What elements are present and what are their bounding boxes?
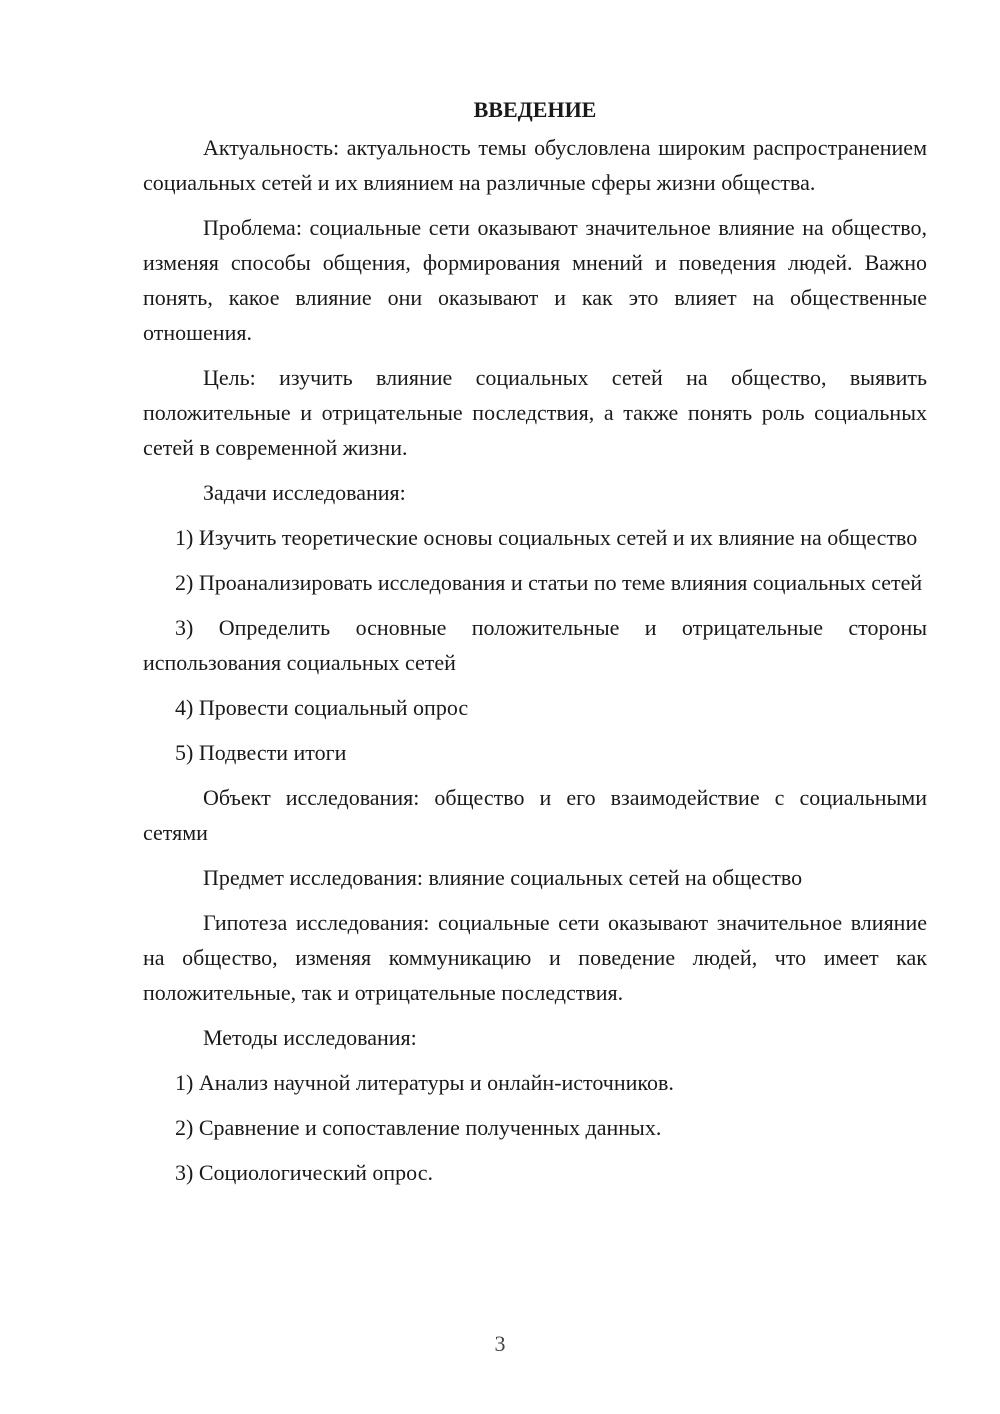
- task-item: 4) Провести социальный опрос: [175, 695, 469, 720]
- hypothesis-paragraph: Гипотеза исследования: социальные сети оказывают значительное влияние на общество, изменяя коммуникацию и поведение людей, что имеет как положительные, так и отрицательные последствия.: [143, 910, 927, 1005]
- method-item: 1) Анализ научной литературы и онлайн-источников.: [175, 1070, 674, 1095]
- problem-paragraph: Проблема: социальные сети оказывают значительное влияние на общество, изменяя способы общения, формирования мнений и поведения людей. Важно понять, какое влияние они оказывают и как это влияет на общественные отношения.: [143, 215, 927, 345]
- methods-heading: Методы исследования:: [203, 1025, 417, 1050]
- method-item: 2) Сравнение и сопоставление полученных данных.: [175, 1115, 662, 1140]
- goal-paragraph: Цель: изучить влияние социальных сетей на общество, выявить положительные и отрицательные последствия, а также понять роль социальных сетей в современной жизни.: [143, 365, 927, 460]
- task-item: 1) Изучить теоретические основы социальных сетей и их влияние на общество: [175, 525, 918, 550]
- tasks-heading: Задачи исследования:: [203, 480, 406, 505]
- object-paragraph: Объект исследования: общество и его взаимодействие с социальными сетями: [143, 785, 927, 845]
- relevance-paragraph: Актуальность: актуальность темы обусловлена широким распространением социальных сетей и их влиянием на различные сферы жизни общества.: [143, 135, 927, 195]
- document-page: [143, 90, 927, 1200]
- method-item: 3) Социологический опрос.: [175, 1160, 433, 1185]
- task-item: 5) Подвести итоги: [175, 740, 347, 765]
- task-item: 3) Определить основные положительные и отрицательные стороны использования социальных сетей: [143, 615, 927, 675]
- subject-paragraph: Предмет исследования: влияние социальных сетей на общество: [203, 865, 803, 890]
- page-number: 3: [494, 1331, 506, 1356]
- task-item: 2) Проанализировать исследования и статьи по теме влияния социальных сетей: [175, 570, 923, 595]
- page-title: ВВЕДЕНИЕ: [473, 97, 597, 122]
